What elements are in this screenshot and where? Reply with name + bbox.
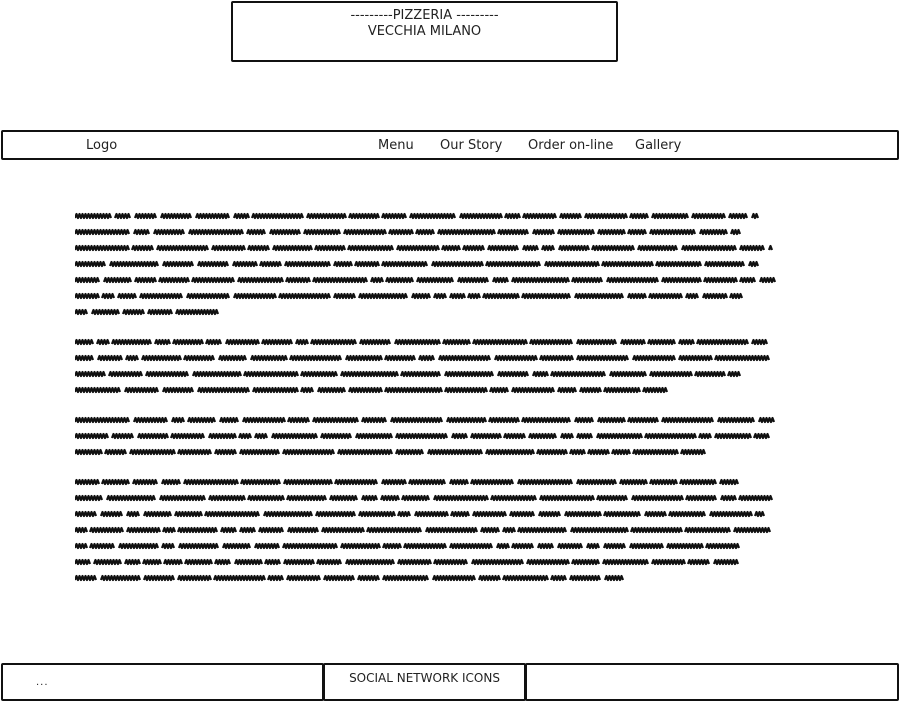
scribble-line [75, 528, 770, 532]
nav-item-gallery[interactable]: Gallery [635, 138, 682, 153]
scribble-line [75, 246, 772, 250]
logo[interactable]: Logo [86, 138, 118, 153]
nav-item-order-online[interactable]: Order on-line [528, 138, 614, 153]
scribble-line [75, 262, 758, 266]
scribble-line [75, 496, 772, 500]
nav-item-our-story[interactable]: Our Story [440, 138, 503, 153]
scribble-line [75, 434, 769, 438]
scribble-line [75, 450, 705, 454]
scribble-line [75, 388, 667, 392]
scribble-line [75, 560, 738, 564]
scribble-line [75, 294, 742, 298]
footer-ellipsis: ... [36, 677, 49, 688]
footer-right-panel [525, 663, 899, 701]
scribble-line [75, 480, 738, 484]
scribble-line [75, 576, 623, 580]
scribble-line [75, 356, 769, 360]
scribble-line [75, 310, 218, 314]
scribble-paragraph [75, 340, 769, 392]
social-network-icons-panel [323, 663, 526, 701]
scribble-paragraph [75, 418, 774, 454]
navigation-bar [1, 130, 899, 160]
title-line-restaurant-name: VECCHIA MILANO [367, 24, 482, 39]
scribble-line [75, 512, 764, 516]
title-line-pizzeria: ---------PIZZERIA --------- [350, 8, 499, 23]
scribble-text-paragraphs [75, 208, 780, 588]
scribble-line [75, 214, 758, 218]
scribble-line [75, 372, 740, 376]
scribble-line [75, 544, 739, 548]
scribble-paragraph [75, 214, 775, 314]
nav-item-menu[interactable]: Menu [378, 138, 414, 153]
scribble-line [75, 418, 774, 422]
scribble-line [75, 230, 740, 234]
social-network-icons-label: SOCIAL NETWORK ICONS [349, 671, 500, 685]
scribble-paragraph [75, 480, 772, 580]
scribble-line [75, 278, 775, 282]
scribble-line [75, 340, 767, 344]
site-title-box [231, 1, 618, 62]
footer-left-panel [1, 663, 324, 701]
placeholder-text-area [75, 208, 780, 588]
